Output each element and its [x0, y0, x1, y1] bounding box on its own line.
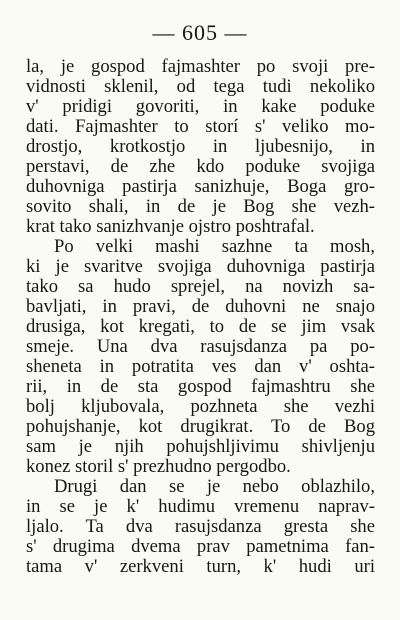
- text-line: v' pridigi govoriti, in kake poduke: [26, 96, 375, 117]
- text-line: konez storil s' prezhudno pergodbo.: [26, 456, 291, 477]
- text-line: tako sa hudo sprejel, na novizh sa-: [26, 276, 375, 297]
- text-line: Drugi dan se je nebo oblazhilo,: [54, 476, 375, 497]
- text-line: pohujshanje, kot drugikrat. To de Bog: [26, 416, 375, 437]
- text-line: vidnosti sklenil, od tega tudi nekoliko: [26, 76, 375, 97]
- text-line: sam je njih pohujshljivimu shivljenju: [26, 436, 375, 457]
- text-line: sheneta in potratita ves dan v' oshta-: [26, 356, 375, 377]
- page-number: — 605 —: [152, 20, 248, 45]
- text-line: duhovniga pastirja sanizhuje, Boga gro-: [26, 176, 375, 197]
- text-line: dati. Fajmashter to storí s' veliko mo-: [26, 116, 375, 137]
- text-line: s' drugima dvema prav pametnima fan-: [26, 536, 375, 557]
- text-line: krat tako sanizhvanje ojstro poshtrafal.: [26, 216, 315, 237]
- text-line: Po velki mashi sazhne ta mosh,: [54, 236, 375, 257]
- text-line: bolj kljubovala, pozhneta she vezhi: [26, 396, 375, 417]
- text-line: perstavi, de zhe kdo poduke svojiga: [26, 156, 375, 177]
- text-line: la, je gospod fajmashter po svoji pre-: [26, 56, 375, 77]
- text-line: drostjo, krotkostjo in ljubesnijo, in: [26, 136, 375, 157]
- text-line: smeje. Una dva rasujsdanza pa po-: [26, 336, 375, 357]
- body-text: [26, 57, 375, 577]
- text-line: drusiga, kot kregati, to de se jim vsak: [26, 316, 375, 337]
- text-line: ljalo. Ta dva rasujsdanza gresta she: [26, 516, 375, 537]
- text-line: tama v' zerkveni turn, k' hudi uri: [26, 556, 375, 577]
- text-line: bavljati, in pravi, de duhovni ne snajo: [26, 296, 375, 317]
- text-line: in se je k' hudimu vremenu naprav-: [26, 496, 375, 517]
- text-line: ki je svaritve svojiga duhovniga pastirja: [26, 256, 375, 277]
- text-line: sovito shali, in de je Bog she vezh-: [26, 196, 375, 217]
- text-line: rii, in de sta gospod fajmashtru she: [26, 376, 375, 397]
